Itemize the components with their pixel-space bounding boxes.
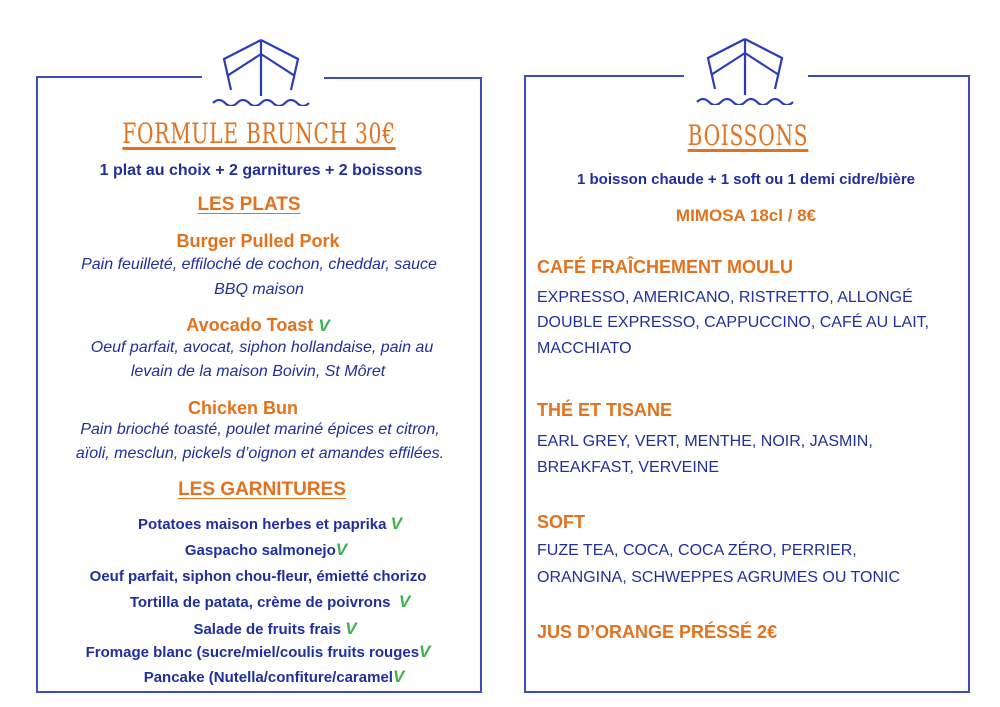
brunch-title: FORMULE BRUNCH 30€ (122, 117, 396, 150)
brunch-subtitle: 1 plat au choix + 2 garnitures + 2 boissons (99, 162, 423, 179)
dish-desc: Oeuf parfait, avocat, siphon hollandaise, pain au (90, 339, 434, 356)
dish-desc: Pain brioché toasté, poulet mariné épices et citron, (80, 421, 440, 438)
dish-name: Chicken Bun (187, 398, 299, 418)
the-list: EARL GREY, VERT, MENTHE, NOIR, JASMIN, (537, 433, 873, 450)
garniture-label: Potatoes maison herbes et paprika (138, 516, 387, 533)
vegetarian-icon: V (318, 316, 330, 335)
cafe-heading: CAFÉ FRAÎCHEMENT MOULU (537, 257, 793, 277)
soft-list: FUZE TEA, COCA, COCA ZÉRO, PERRIER, (537, 542, 857, 559)
dish-name-text: Avocado Toast (186, 315, 314, 335)
boissons-title: BOISSONS (687, 119, 809, 152)
soft-list: ORANGINA, SCHWEPPES AGRUMES OU TONIC (537, 569, 901, 586)
garniture-item (193, 620, 356, 637)
garniture-item (86, 643, 431, 660)
garniture-label: Pancake (Nutella/confiture/caramel (143, 669, 393, 686)
plats-heading: LES PLATS (197, 194, 301, 215)
dish-name: Burger Pulled Pork (176, 231, 340, 251)
garniture-label: Salade de fruits frais (193, 621, 342, 638)
garniture-item (138, 515, 402, 532)
the-heading: THÉ ET TISANE (537, 400, 673, 420)
dish-desc: aïoli, mesclun, pickels d’oignon et amandes effilées. (75, 445, 445, 462)
vegetarian-icon: V (419, 642, 431, 661)
garniture-item (130, 593, 410, 610)
garniture-label: Fromage blanc (sucre/miel/coulis fruits rouges (85, 644, 420, 661)
vegetarian-icon: V (335, 540, 348, 559)
vegetarian-icon: V (345, 619, 357, 638)
boissons-subtitle: 1 boisson chaude + 1 soft ou 1 demi cidre/bière (576, 171, 916, 188)
ship-icon (211, 36, 311, 106)
garnitures-heading: LES GARNITURES (178, 479, 346, 500)
cafe-list: EXPRESSO, AMERICANO, RISTRETTO, ALLONGÉ (537, 289, 913, 306)
vegetarian-icon: V (390, 514, 402, 533)
vegetarian-icon: V (398, 592, 411, 611)
garniture-item (144, 668, 405, 685)
vegetarian-icon: V (392, 667, 405, 686)
garniture-label: Tortilla de patata, crème de poivrons (129, 594, 391, 611)
cafe-list: DOUBLE EXPRESSO, CAPPUCCINO, CAFÉ AU LAIT, (537, 314, 930, 331)
dish-name (186, 316, 329, 334)
the-list: BREAKFAST, VERVEINE (537, 459, 719, 476)
garniture-label: Gaspacho salmonejo (184, 542, 336, 559)
garniture-item: Oeuf parfait, siphon chou-fleur, émietté chorizo (89, 568, 427, 585)
mimosa-price: MIMOSA 18cl / 8€ (675, 206, 817, 225)
ship-icon (695, 35, 795, 105)
dish-desc: levain de la maison Boivin, St Môret (130, 363, 386, 380)
dish-desc: BBQ maison (214, 281, 304, 298)
jus-orange-price: JUS D’ORANGE PRÉSSÉ 2€ (537, 622, 778, 642)
cafe-list: MACCHIATO (537, 340, 632, 357)
garniture-item (185, 541, 347, 558)
dish-desc: Pain feuilleté, effiloché de cochon, cheddar, sauce (81, 256, 437, 273)
soft-heading: SOFT (537, 512, 585, 532)
